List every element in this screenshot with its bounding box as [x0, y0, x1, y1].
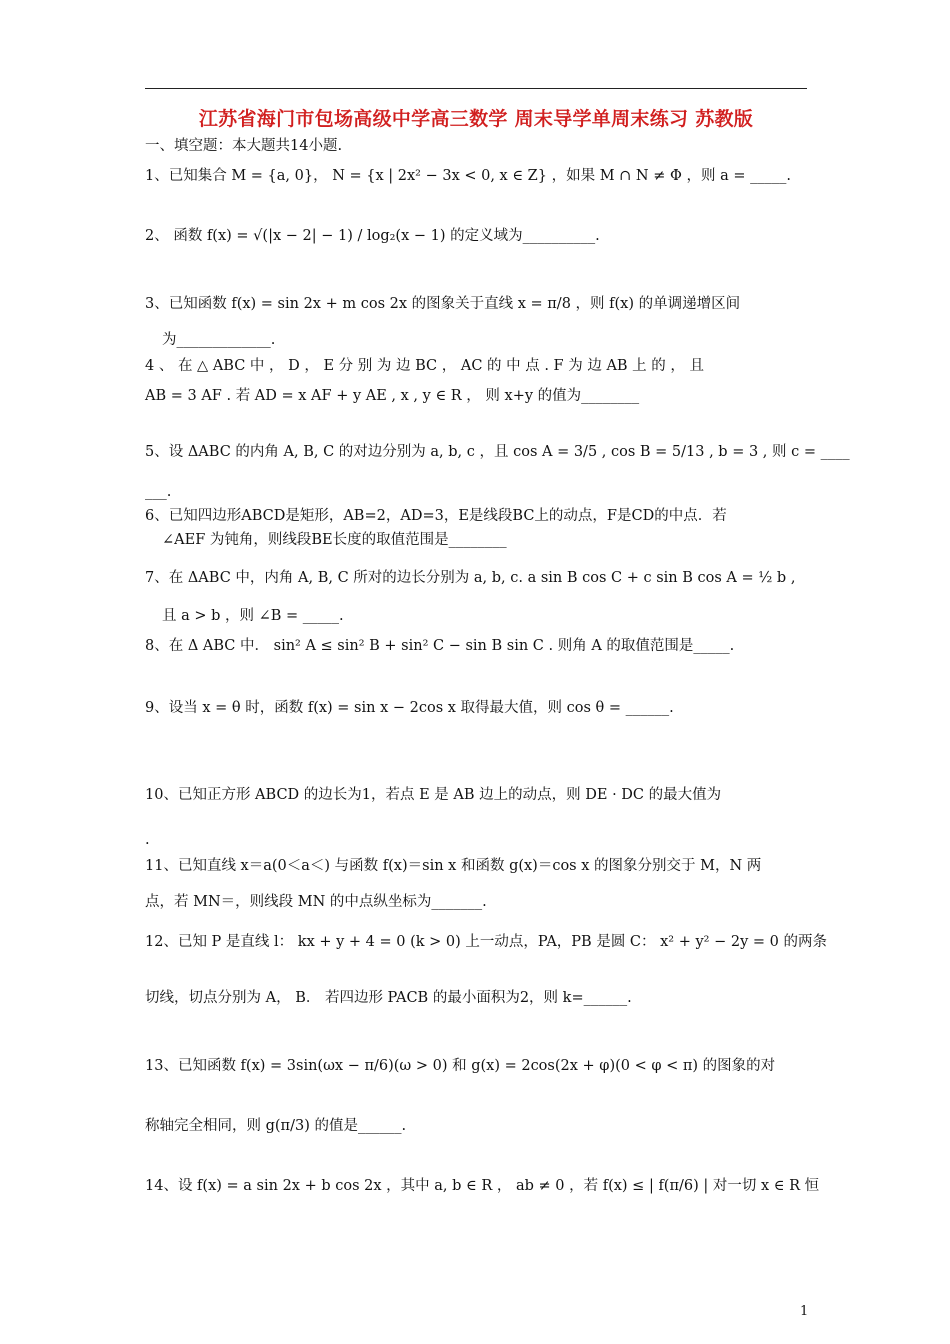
question-13-line-2: 称轴完全相同，则 g(π/3) 的值是______.	[145, 1118, 407, 1134]
question-12-line-2: 切线，切点分别为 A， B． 若四边形 PACB 的最小面积为2，则 k=______.	[145, 990, 632, 1006]
question-3-line-2: 为_____________.	[162, 332, 276, 348]
question-14: 14、设 f(x) = a sin 2x + b cos 2x ，其中 a, b ∈ R ， ab ≠ 0 ，若 f(x) ≤ | f(π/6) | 对一切 x ∈ R 恒	[145, 1178, 820, 1194]
question-6-line-2: ∠AEF 为钝角，则线段BE长度的取值范围是________	[162, 532, 507, 548]
question-5-line-2: ___.	[145, 484, 172, 500]
question-8: 8、在 Δ ABC 中． sin² A ≤ sin² B + sin² C − sin B sin C . 则角 A 的取值范围是_____.	[145, 638, 735, 654]
document-title: 江苏省海门市包场高级中学高三数学 周末导学单周末练习 苏教版	[198, 108, 754, 130]
question-10-line-1: 10、已知正方形 ABCD 的边长为1，若点 E 是 AB 边上的动点，则 DE · DC 的最大值为	[145, 787, 722, 803]
question-11-line-2: 点，若 MN＝，则线段 MN 的中点纵坐标为_______.	[145, 894, 487, 910]
page-number: 1	[800, 1304, 809, 1319]
question-1: 1、已知集合 M = {a, 0}， N = {x | 2x² − 3x < 0, x ∈ Z} ，如果 M ∩ N ≠ Φ ，则 a = _____.	[145, 168, 791, 184]
question-4-line-2: AB = 3 AF . 若 AD = x AF + y AE , x , y ∈ R ， 则 x+y 的值为________	[145, 388, 640, 404]
question-5-line-1: 5、设 ΔABC 的内角 A, B, C 的对边分别为 a, b, c ，且 cos A = 3/5 , cos B = 5/13 , b = 3 , 则 c = ____	[145, 444, 850, 460]
question-13-line-1: 13、已知函数 f(x) = 3sin(ωx − π/6)(ω > 0) 和 g(x) = 2cos(2x + φ)(0 < φ < π) 的图象的对	[145, 1058, 776, 1074]
question-7-line-2: 且 a > b ，则 ∠B = _____.	[162, 608, 344, 624]
question-2: 2、 函数 f(x) = √(|x − 2| − 1) / log₂(x − 1) 的定义域为__________.	[145, 228, 600, 244]
question-4-line-1: 4 、 在 △ ABC 中 ， D ， E 分 别 为 边 BC ， AC 的 中 点 . F 为 边 AB 上 的 ， 且	[145, 358, 705, 374]
question-10-line-2: .	[145, 832, 150, 848]
section-heading: 一、填空题：本大题共14小题.	[145, 138, 343, 154]
question-12-line-1: 12、已知 P 是直线 l： kx + y + 4 = 0 (k > 0) 上一动点，PA，PB 是圆 C： x² + y² − 2y = 0 的两条	[145, 934, 827, 950]
question-3-line-1: 3、已知函数 f(x) = sin 2x + m cos 2x 的图象关于直线 x = π/8 ，则 f(x) 的单调递增区间	[145, 296, 741, 312]
question-11-line-1: 11、已知直线 x＝a(0＜a＜) 与函数 f(x)＝sin x 和函数 g(x)＝cos x 的图象分别交于 M，N 两	[145, 858, 762, 874]
header-rule	[145, 88, 807, 89]
question-6-line-1: 6、已知四边形ABCD是矩形，AB=2，AD=3，E是线段BC上的动点，F是CD的中点．若	[145, 508, 727, 524]
question-9: 9、设当 x = θ 时，函数 f(x) = sin x − 2cos x 取得最大值，则 cos θ = ______.	[145, 700, 674, 716]
question-7-line-1: 7、在 ΔABC 中，内角 A, B, C 所对的边长分别为 a, b, c. a sin B cos C + c sin B cos A = ½ b ,	[145, 570, 796, 586]
